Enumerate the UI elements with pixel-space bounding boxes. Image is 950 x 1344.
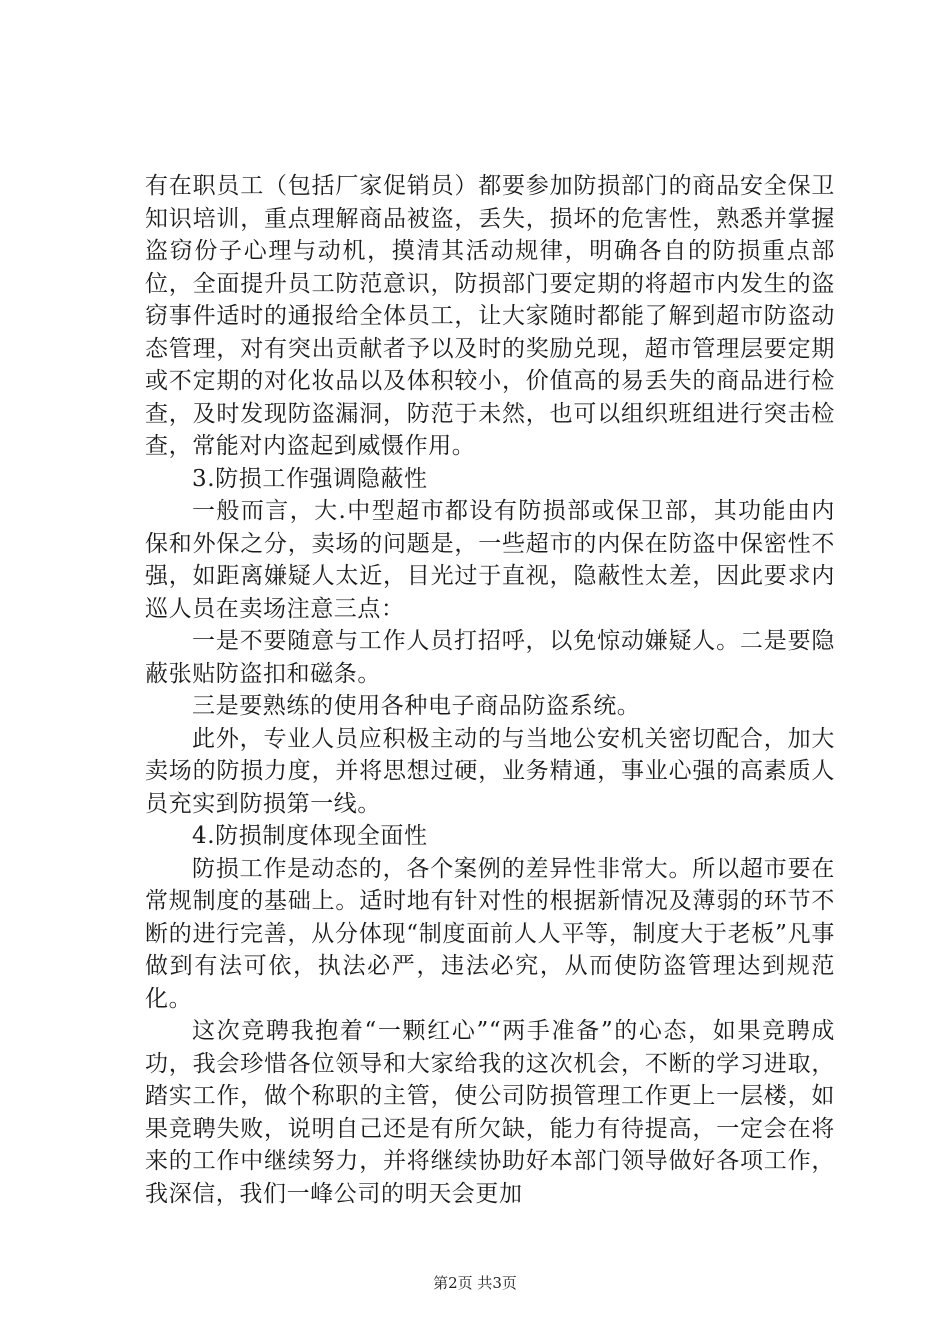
paragraph: 这次竞聘我抱着“一颗红心”“两手准备”的心态，如果竞聘成功，我会珍惜各位领导和大家给我的这次机会，不断的学习进取，踏实工作，做个称职的主管，使公司防损管理工作更上一层楼，如果竞聘失败，说明自己还是有所欠缺，能力有待提高，一定会在将来的工作中继续努力，并将继续协助好本部门领导做好各项工作，我深信，我们一峰公司的明天会更加 [145,1018,835,1207]
paragraph: 三是要熟练的使用各种电子商品防盗系统。 [192,693,641,719]
document-body [145,170,835,1210]
section-heading-4: 4.防损制度体现全面性 [192,823,428,849]
paragraph: 一是不要随意与工作人员打招呼，以免惊动嫌疑人。二是要隐蔽张贴防盗扣和磁条。 [145,628,835,687]
paragraph: 防损工作是动态的，各个案例的差异性非常大。所以超市要在常规制度的基础上。适时地有针对性的根据新情况及薄弱的环节不断的进行完善，从分体现“制度面前人人平等，制度大于老板”凡事做到有法可依，执法必严，违法必究，从而使防盗管理达到规范化。 [145,855,835,1012]
section-heading-3: 3.防损工作强调隐蔽性 [192,465,428,492]
paragraph: 一般而言，大.中型超市都设有防损部或保卫部，其功能由内保和外保之分，卖场的问题是，一些超市的内保在防盗中保密性不强，如距离嫌疑人太近，目光过于直视，隐蔽性太差，因此要求内巡人员在卖场注意三点： [145,498,835,622]
paragraph-continuation: 有在职员工（包括厂家促销员）都要参加防损部门的商品安全保卫知识培训，重点理解商品被盗，丢失，损坏的危害性，熟悉并掌握盗窃份子心理与动机，摸清其活动规律，明确各自的防损重点部位，全面提升员工防范意识，防损部门要定期的将超市内发生的盗窃事件适时的通报给全体员工，让大家随时都能了解到超市防盗动态管理，对有突出贡献者予以及时的奖励兑现，超市管理层要定期或不定期的对化妆品以及体积较小，价值高的易丢失的商品进行检查，及时发现防盗漏洞，防范于未然，也可以组织班组进行突击检查，常能对内盗起到威慑作用。 [145,173,835,459]
paragraph: 此外，专业人员应积极主动的与当地公安机关密切配合，加大卖场的防损力度，并将思想过硬，业务精通，事业心强的高素质人员充实到防损第一线。 [145,725,835,817]
page-number-footer: 第2页 共3页 [433,1274,517,1292]
